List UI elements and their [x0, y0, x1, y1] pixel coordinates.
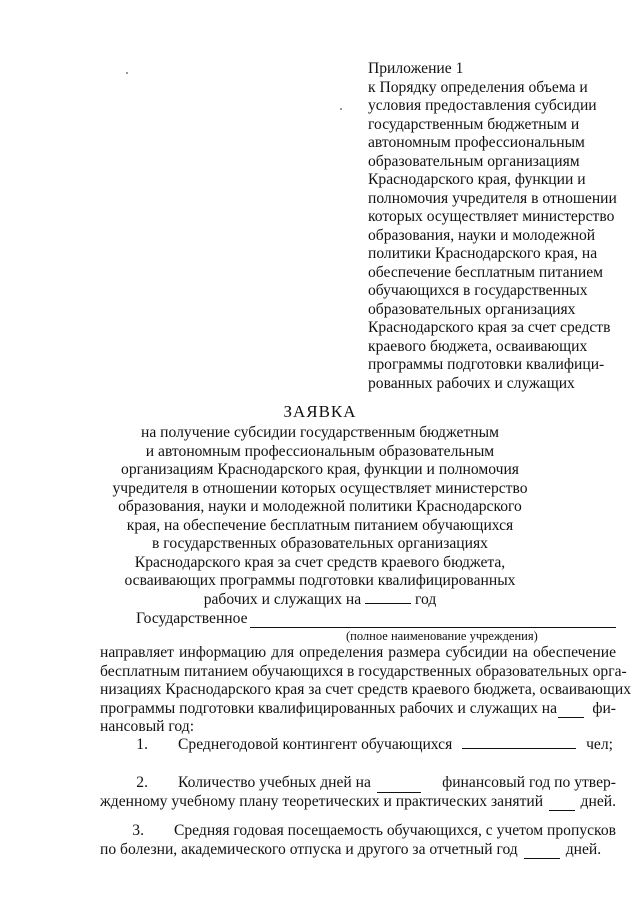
subtitle-line-year — [100, 591, 540, 610]
subtitle-line: осваивающих программы подготовки квалифицированных — [124, 572, 516, 589]
subtitle-year-prefix: рабочих и служащих на — [203, 590, 362, 608]
contingent-blank-field[interactable] — [462, 736, 576, 749]
appendix-line: автономным профессиональным — [368, 134, 585, 151]
item-text: Среднегодовой контингент обучающихся — [178, 736, 453, 753]
subtitle-line: Краснодарского края за счет средств краевого бюджета, — [134, 553, 506, 571]
subtitle-line: образования, науки и молодежной политики Краснодарского — [118, 498, 522, 515]
appendix-line: Приложение 1 — [368, 60, 464, 77]
list-item — [100, 736, 616, 755]
intro-line4-suffix: фи- — [592, 699, 616, 717]
appendix-block — [368, 60, 618, 393]
appendix-line: краевого бюджета, осваивающих — [368, 337, 588, 355]
appendix-line: обеспечение бесплатным питанием — [368, 263, 604, 281]
intro-line: направляет информацию для определения размера субсидии на обеспечение — [100, 644, 616, 661]
title-block — [100, 402, 540, 609]
item-line2-suffix: дней. — [580, 792, 616, 810]
institution-caption: (полное наименование учреждения) — [346, 629, 538, 643]
item-line2-prefix: по болезни, академического отпуска и другого за отчетный год — [100, 840, 518, 858]
list-item — [100, 774, 616, 811]
subtitle-line: и автономным профессиональным образовательным — [145, 442, 495, 460]
intro-line4-prefix: программы подготовки квалифицированных рабочих и служащих на — [100, 699, 558, 717]
subtitle-year-suffix: год — [415, 590, 437, 608]
list-item — [100, 822, 616, 859]
subtitle-line: края, на обеспечение бесплатным питанием обучающихся — [126, 516, 514, 534]
item-number: 2. — [136, 774, 148, 791]
intro-line: бесплатным питанием обучающихся в государственных образовательных орга- — [100, 662, 627, 680]
item-number: 3. — [132, 822, 144, 839]
appendix-line: которых осуществляет министерство — [368, 208, 615, 225]
item-text-prefix: Количество учебных дней на — [178, 774, 371, 791]
appendix-line: полномочия учредителя в отношении — [368, 189, 617, 207]
appendix-line: государственным бюджетным и — [368, 115, 580, 133]
item-line2-suffix: дней. — [565, 840, 602, 858]
appendix-line: к Порядку определения объема и — [368, 78, 588, 96]
document-title: ЗАЯВКА — [283, 402, 357, 421]
document-subtitle — [100, 424, 540, 609]
appendix-line: программы подготовки квалифици- — [368, 356, 605, 373]
year-blank-field[interactable] — [365, 591, 411, 604]
item-unit: чел; — [586, 736, 613, 753]
attendance-blank-field[interactable] — [524, 846, 560, 859]
subtitle-line: учредителя в отношении которых осуществляет министерство — [112, 479, 528, 497]
appendix-line: образования, науки и молодежной — [368, 226, 596, 244]
item-text-suffix: финансовый год по утвер- — [442, 774, 616, 791]
institution-name-field[interactable] — [250, 613, 616, 628]
appendix-line: условия предоставления субсидии — [368, 97, 597, 114]
subtitle-line: в государственных образовательных организациях — [152, 535, 488, 552]
appendix-line: образовательным организациям — [368, 152, 580, 170]
institution-label: Государственное — [136, 610, 248, 627]
fiscal-year-blank-field[interactable] — [558, 705, 584, 718]
scan-speck — [126, 72, 128, 74]
study-days-plan-blank-field[interactable] — [549, 798, 574, 811]
study-days-blank-field[interactable] — [377, 780, 421, 793]
subtitle-line: организациям Краснодарского края, функции и полномочия — [121, 461, 519, 478]
appendix-line: Краснодарского края, функции и — [368, 171, 586, 188]
subtitle-line: на получение субсидии государственным бюджетным — [141, 424, 499, 441]
appendix-line: политики Краснодарского края, на — [368, 245, 598, 262]
intro-line: нансовый год: — [100, 718, 195, 735]
institution-line — [136, 610, 616, 628]
intro-paragraph — [100, 644, 632, 737]
appendix-line: образовательных организациях — [368, 300, 576, 318]
scan-speck — [340, 108, 342, 110]
item-text: Средняя годовая посещаемость обучающихся, с учетом пропусков — [173, 822, 616, 839]
appendix-line: обучающихся в государственных — [368, 282, 588, 299]
item-number: 1. — [136, 736, 148, 753]
item-line2-prefix: жденному учебному плану теоретических и практических занятий — [100, 792, 544, 810]
intro-line: низациях Краснодарского края за счет средств краевого бюджета, осваивающих — [100, 681, 632, 698]
intro-line-with-blank — [100, 700, 616, 719]
appendix-line: Краснодарского края за счет средств — [368, 319, 611, 336]
appendix-line: рованных рабочих и служащих — [368, 374, 575, 392]
